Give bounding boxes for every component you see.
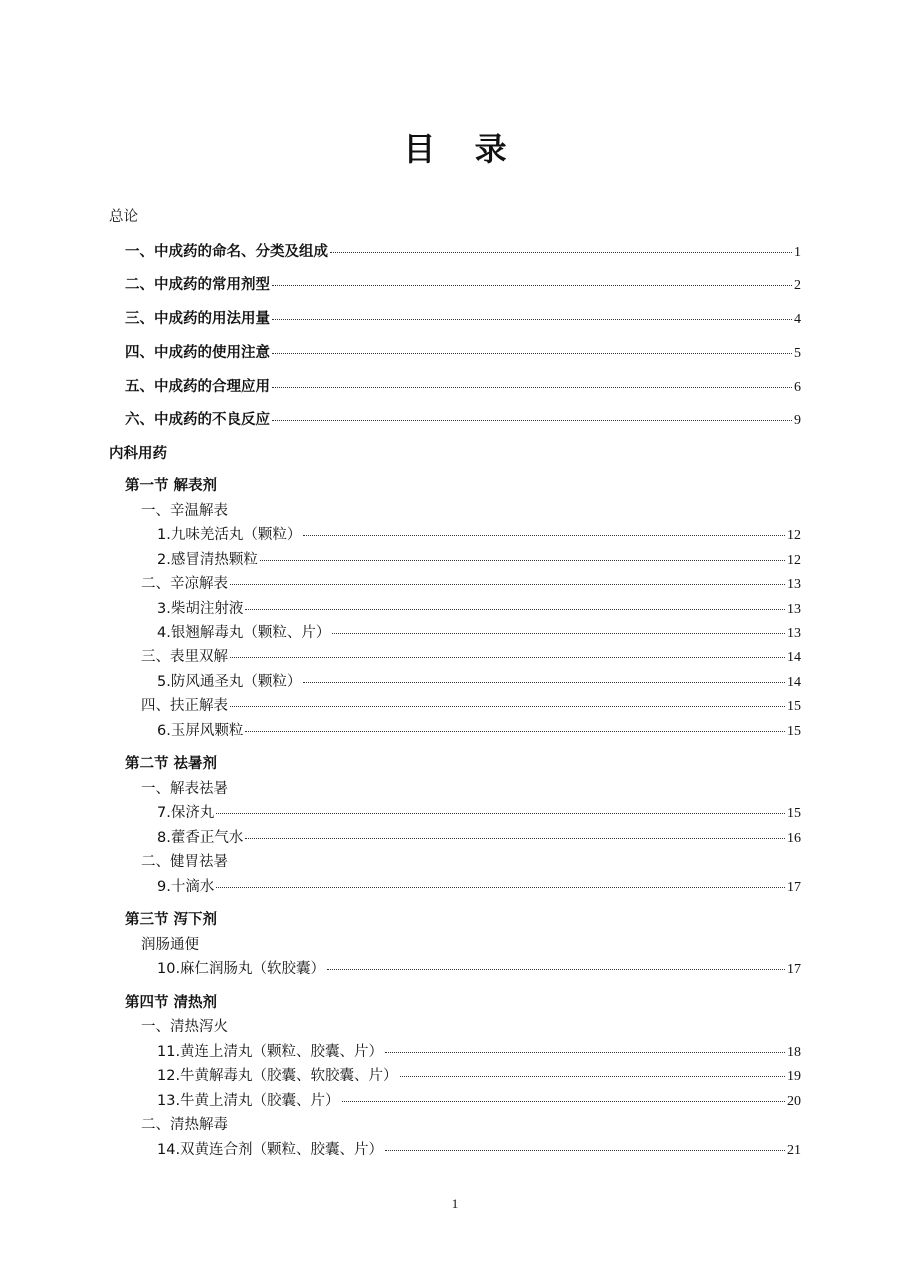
toc-label: 一、中成药的命名、分类及组成 — [125, 244, 328, 260]
toc-entry-general-3[interactable] — [125, 307, 801, 328]
toc-page-number: 18 — [787, 1045, 801, 1060]
dot-leader — [272, 420, 792, 421]
toc-label: 10.麻仁润肠丸（软胶囊） — [157, 961, 326, 977]
toc-subsection-entry[interactable] — [141, 572, 801, 593]
toc-label: 四、中成药的使用注意 — [125, 345, 270, 361]
toc-label: 7.保济丸 — [157, 805, 215, 821]
section-title[interactable]: 第四节 清热剂 — [125, 995, 218, 1011]
toc-page-number: 2 — [794, 278, 801, 293]
toc-entry-general-1[interactable] — [125, 240, 801, 261]
subsection-title[interactable]: 一、清热泻火 — [141, 1019, 228, 1035]
toc-subsection-entry[interactable] — [141, 694, 801, 715]
toc-page-number: 20 — [787, 1094, 801, 1109]
toc-label: 14.双黄连合剂（颗粒、胶囊、片） — [157, 1142, 384, 1158]
toc-entry[interactable] — [157, 670, 801, 691]
section-title[interactable]: 第一节 解表剂 — [125, 478, 218, 494]
toc-entry[interactable] — [157, 957, 801, 978]
toc-label: 8.藿香正气水 — [157, 830, 244, 846]
document-title: 目 录 — [403, 130, 521, 168]
dot-leader — [400, 1076, 785, 1077]
toc-label: 三、表里双解 — [141, 649, 228, 665]
toc-entry[interactable] — [157, 875, 801, 896]
toc-page-number: 21 — [787, 1143, 801, 1158]
toc-page-number: 4 — [794, 312, 801, 327]
toc-label: 二、中成药的常用剂型 — [125, 277, 270, 293]
toc-label: 四、扶正解表 — [141, 698, 228, 714]
dot-leader — [245, 838, 785, 839]
dot-leader — [385, 1052, 785, 1053]
toc-entry-general-4[interactable] — [125, 341, 801, 362]
toc-page-number: 17 — [787, 880, 801, 895]
toc-page-number: 13 — [787, 602, 801, 617]
dot-leader — [303, 682, 785, 683]
toc-label: 13.牛黄上清丸（胶囊、片） — [157, 1093, 340, 1109]
toc-page-number: 15 — [787, 724, 801, 739]
dot-leader — [216, 887, 785, 888]
toc-page-number: 12 — [787, 553, 801, 568]
dot-leader — [272, 387, 792, 388]
toc-label: 3.柴胡注射液 — [157, 601, 244, 617]
section-title[interactable]: 第二节 祛暑剂 — [125, 756, 218, 772]
toc-page-number: 14 — [787, 675, 801, 690]
subsection-title[interactable]: 一、解表祛暑 — [141, 781, 228, 797]
dot-leader — [260, 560, 785, 561]
section-title[interactable]: 第三节 泻下剂 — [125, 912, 218, 928]
toc-page-number: 13 — [787, 626, 801, 641]
toc-label: 六、中成药的不良反应 — [125, 412, 270, 428]
toc-label: 二、辛凉解表 — [141, 576, 228, 592]
toc-page-number: 15 — [787, 806, 801, 821]
toc-entry[interactable] — [157, 548, 801, 569]
toc-entry[interactable] — [157, 597, 801, 618]
toc-label: 11.黄连上清丸（颗粒、胶囊、片） — [157, 1044, 384, 1060]
general-heading: 总论 — [109, 209, 138, 225]
dot-leader — [272, 353, 792, 354]
toc-page-number: 13 — [787, 577, 801, 592]
footer-page-number: 1 — [451, 1196, 459, 1211]
subsection-title[interactable]: 一、辛温解表 — [141, 503, 228, 519]
toc-entry-general-2[interactable] — [125, 273, 801, 294]
dot-leader — [332, 633, 785, 634]
toc-entry[interactable] — [157, 1064, 801, 1085]
toc-label: 9.十滴水 — [157, 879, 215, 895]
dot-leader — [272, 285, 792, 286]
dot-leader — [245, 731, 785, 732]
dot-leader — [272, 319, 792, 320]
dot-leader — [216, 813, 785, 814]
subsection-title[interactable]: 二、清热解毒 — [141, 1117, 228, 1133]
dot-leader — [327, 969, 785, 970]
subsection-title[interactable]: 润肠通便 — [141, 937, 199, 953]
toc-label: 三、中成药的用法用量 — [125, 311, 270, 327]
toc-page-number: 1 — [794, 245, 801, 260]
toc-entry[interactable] — [157, 1138, 801, 1159]
toc-subsection-entry[interactable] — [141, 645, 801, 666]
toc-page-number: 12 — [787, 528, 801, 543]
toc-entry[interactable] — [157, 1089, 801, 1110]
toc-label: 6.玉屏风颗粒 — [157, 723, 244, 739]
toc-entry[interactable] — [157, 826, 801, 847]
dot-leader — [245, 609, 785, 610]
toc-page-number: 5 — [794, 346, 801, 361]
dot-leader — [385, 1150, 785, 1151]
toc-entry[interactable] — [157, 719, 801, 740]
toc-label: 5.防风通圣丸（颗粒） — [157, 674, 302, 690]
internal-heading: 内科用药 — [109, 446, 167, 462]
toc-entry[interactable] — [157, 523, 801, 544]
toc-page-number: 16 — [787, 831, 801, 846]
toc-label: 12.牛黄解毒丸（胶囊、软胶囊、片） — [157, 1068, 398, 1084]
subsection-title[interactable]: 二、健胃祛暑 — [141, 854, 228, 870]
dot-leader — [230, 657, 785, 658]
toc-page-number: 9 — [794, 413, 801, 428]
dot-leader — [303, 535, 785, 536]
toc-entry[interactable] — [157, 1040, 801, 1061]
toc-entry-general-6[interactable] — [125, 408, 801, 429]
dot-leader — [342, 1101, 785, 1102]
toc-label: 五、中成药的合理应用 — [125, 379, 270, 395]
toc-label: 2.感冒清热颗粒 — [157, 552, 258, 568]
toc-page-number: 19 — [787, 1069, 801, 1084]
dot-leader — [230, 706, 785, 707]
toc-label: 4.银翘解毒丸（颗粒、片） — [157, 625, 331, 641]
toc-entry[interactable] — [157, 621, 801, 642]
dot-leader — [230, 584, 785, 585]
toc-label: 1.九味羌活丸（颗粒） — [157, 527, 302, 543]
toc-page-number: 15 — [787, 699, 801, 714]
toc-page-number: 14 — [787, 650, 801, 665]
toc-page-number: 6 — [794, 380, 801, 395]
toc-entry-general-5[interactable] — [125, 375, 801, 396]
toc-entry[interactable] — [157, 801, 801, 822]
dot-leader — [330, 252, 792, 253]
toc-page-number: 17 — [787, 962, 801, 977]
